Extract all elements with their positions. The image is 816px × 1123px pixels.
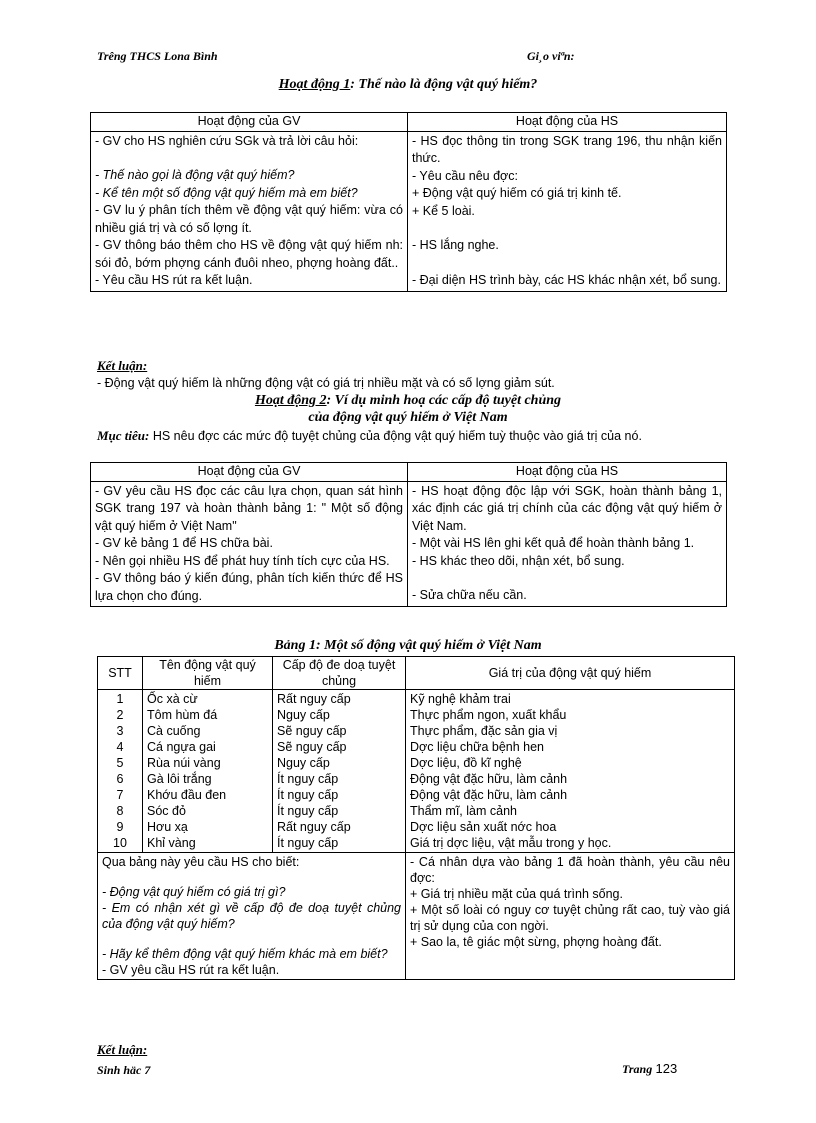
level-cell: Sẽ nguy cấp <box>277 740 347 754</box>
stt-cell: 4 <box>116 740 124 754</box>
question-line: - Em có nhận xét gì về cấp độ đe doạ tuyệt chủng của động vật quý hiếm? <box>102 901 401 931</box>
hs-line <box>412 220 722 237</box>
answer-line: + Giá trị nhiều mặt của quá trình sống. <box>410 887 623 901</box>
hs-line: - HS khác theo dõi, nhận xét, bổ sung. <box>412 553 625 568</box>
question-line: - GV yêu cầu HS rút ra kết luận. <box>102 963 280 977</box>
gv-line: - GV thông báo thêm cho HS về động vật quý hiếm nh: sói đỏ, bớm phợng cánh đuôi nheo, phợng hoàng đất.. <box>95 238 403 270</box>
goal-text: HS nêu đợc các mức độ tuyệt chủng của động vật quý hiếm tuỳ thuộc vào giá trị của nó. <box>149 429 642 443</box>
name-cell: Cà cuống <box>147 724 201 738</box>
value-cell: Dợc liệu chữa bệnh hen <box>410 740 545 754</box>
answer-line: + Một số loài có nguy cơ tuyệt chủng rất cao, tuỳ vào giá trị sử dụng của con ngời. <box>410 903 730 933</box>
stt-column <box>98 690 143 853</box>
name-cell: Khớu đầu đen <box>147 788 227 802</box>
stt-cell: 9 <box>116 820 124 834</box>
stt-cell: 5 <box>116 756 124 770</box>
value-cell: Dợc liệu, đồ kĩ nghệ <box>410 756 522 770</box>
activity2-title-rest: : Ví dụ minh hoạ các cấp độ tuyệt chủng <box>326 393 562 408</box>
header-level: Cấp độ đe doạ tuyệt chủng <box>273 657 406 690</box>
value-cell: Kỹ nghệ khảm trai <box>410 692 511 706</box>
page-number: 123 <box>655 1061 678 1076</box>
gv-activities <box>91 131 408 291</box>
conclusion1-text: - Động vật quý hiếm là những động vật có giá trị nhiều mặt và có số lợng giảm sút. <box>97 376 555 390</box>
question-line: Qua bảng này yêu cầu HS cho biết: <box>102 855 300 869</box>
gv-activities <box>91 481 408 607</box>
level-cell: Ít nguy cấp <box>277 772 339 786</box>
level-cell: Nguy cấp <box>277 708 330 722</box>
value-cell: Thực phẩm ngon, xuất khẩu <box>410 708 567 722</box>
hs-line <box>412 570 722 587</box>
level-cell: Nguy cấp <box>277 756 330 770</box>
level-cell: Rất nguy cấp <box>277 692 351 706</box>
stt-cell: 2 <box>116 708 124 722</box>
hs-line: - HS hoạt động độc lập với SGK, hoàn thành bảng 1, xác định các giá trị chính của các động vật quý hiếm ở Việt Nam. <box>412 483 722 533</box>
header-stt: STT <box>98 657 143 690</box>
header-teacher: Gi¸o viªn: <box>527 49 575 63</box>
hs-line: - Đại diện HS trình bày, các HS khác nhận xét, bổ sung. <box>412 272 721 287</box>
hs-activities <box>408 481 727 607</box>
question-line <box>102 870 401 884</box>
activity1-title-prefix: Hoạt động 1 <box>278 77 351 92</box>
activity2-title-line2: của động vật quý hiếm ở Việt Nam <box>308 410 508 425</box>
value-cell: Giá trị dợc liệu, vật mẫu trong y học. <box>410 836 612 850</box>
name-cell: Cá ngựa gai <box>147 740 216 754</box>
level-column <box>273 690 406 853</box>
name-cell: Khỉ vàng <box>147 836 196 850</box>
value-column <box>406 690 735 853</box>
stt-cell: 7 <box>116 788 124 802</box>
answer-line: + Sao la, tê giác một sừng, phợng hoàng đất. <box>410 935 662 949</box>
header-value: Giá trị của động vật quý hiếm <box>406 657 735 690</box>
goal <box>97 428 642 444</box>
stt-cell: 6 <box>116 772 124 786</box>
hs-line: + Động vật quý hiếm có giá trị kinh tế. <box>412 186 622 200</box>
hs-line: + Kể 5 loài. <box>412 203 475 218</box>
gv-line: - Kể tên một số động vật quý hiếm mà em biết? <box>95 185 358 200</box>
hs-line: - HS đọc thông tin trong SGK trang 196, thu nhận kiến thức. <box>412 133 722 165</box>
name-cell: Gà lôi trắng <box>147 772 212 786</box>
level-cell: Ít nguy cấp <box>277 836 339 850</box>
gv-line: - GV cho HS nghiên cứu SGk và trả lời câu hỏi: <box>95 133 359 148</box>
activity1-table <box>90 112 727 292</box>
name-cell: Rùa núi vàng <box>147 756 221 770</box>
col-gv-header: Hoạt động của GV <box>91 463 408 482</box>
hs-line: - Yêu cầu nêu đợc: <box>412 168 518 183</box>
value-cell: Động vật đặc hữu, làm cảnh <box>410 772 568 786</box>
question-cell <box>98 853 406 980</box>
name-cell: Sóc đỏ <box>147 804 186 818</box>
footer-page-label: Trang <box>622 1062 653 1076</box>
stt-cell: 1 <box>116 692 124 706</box>
col-hs-header: Hoạt động của HS <box>408 113 727 132</box>
activity2-table <box>90 462 727 607</box>
name-column <box>143 690 273 853</box>
name-cell: Ốc xà cừ <box>147 692 198 706</box>
answer-cell <box>406 853 735 980</box>
stt-cell: 10 <box>113 836 127 850</box>
level-cell: Ít nguy cấp <box>277 788 339 802</box>
header-school: Trêng THCS Lona Bình <box>97 49 218 63</box>
header-name: Tên động vật quý hiếm <box>143 657 273 690</box>
col-gv-header: Hoạt động của GV <box>91 113 408 132</box>
value-cell: Dợc liệu sản xuất nớc hoa <box>410 820 557 834</box>
hs-line: - HS lắng nghe. <box>412 238 499 252</box>
activity1-title <box>0 77 816 93</box>
footer-page <box>622 1061 677 1077</box>
value-cell: Động vật đặc hữu, làm cảnh <box>410 788 568 802</box>
table1-title: Bảng 1: Một số động vật quý hiếm ở Việt Nam <box>274 638 542 653</box>
name-cell: Tôm hùm đá <box>147 708 218 722</box>
conclusion1-label: Kết luận: <box>97 358 148 373</box>
question-line: - Động vật quý hiếm có giá trị gì? <box>102 885 286 899</box>
gv-line: - Thế nào gọi là động vật quý hiếm? <box>95 168 295 182</box>
hs-activities <box>408 131 727 291</box>
level-cell: Sẽ nguy cấp <box>277 724 347 738</box>
gv-line: - Nên gọi nhiều HS để phát huy tính tích cực của HS. <box>95 553 390 568</box>
level-cell: Ít nguy cấp <box>277 804 339 818</box>
value-cell: Thực phẩm, đặc sản gia vị <box>410 724 558 738</box>
answer-line: - Cá nhân dựa vào bảng 1 đã hoàn thành, yêu cầu nêu đợc: <box>410 855 730 885</box>
goal-label: Mục tiêu: <box>97 428 150 443</box>
activity2-title-prefix: Hoạt động 2 <box>254 393 327 408</box>
gv-line: - GV thông báo ý kiến đúng, phân tích kiến thức để HS lựa chọn cho đúng. <box>95 571 403 603</box>
species-table <box>97 656 735 980</box>
gv-line: - Yêu cầu HS rút ra kết luận. <box>95 273 253 287</box>
gv-line: - GV yêu cầu HS đọc các câu lựa chọn, quan sát hình SGK trang 197 và hoàn thành bảng 1: " Một số động vật quý hiếm ở Việt Nam" <box>95 483 403 533</box>
gv-line <box>95 150 403 167</box>
gv-line: - GV lu ý phân tích thêm về động vật quý hiếm: vừa có nhiều giá trị và có số lợng ít. <box>95 203 403 235</box>
stt-cell: 8 <box>116 804 124 818</box>
level-cell: Rất nguy cấp <box>277 820 351 834</box>
col-hs-header: Hoạt động của HS <box>408 463 727 482</box>
footer-subject: Sinh häc 7 <box>97 1063 151 1077</box>
activity2-title <box>0 393 816 409</box>
stt-cell: 3 <box>116 724 124 738</box>
question-line <box>102 932 401 946</box>
hs-line: - Sửa chữa nếu cần. <box>412 588 527 602</box>
hs-line: - Một vài HS lên ghi kết quả để hoàn thành bảng 1. <box>412 536 695 550</box>
activity1-title-rest: : Thế nào là động vật quý hiếm? <box>350 77 538 92</box>
hs-line <box>412 255 722 272</box>
value-cell: Thẩm mĩ, làm cảnh <box>410 804 517 818</box>
conclusion2-label: Kết luận: <box>97 1042 148 1057</box>
gv-line: - GV kẻ bảng 1 để HS chữa bài. <box>95 536 273 550</box>
question-line: - Hãy kể thêm động vật quý hiếm khác mà em biết? <box>102 947 388 961</box>
name-cell: Hơu xạ <box>147 820 188 834</box>
